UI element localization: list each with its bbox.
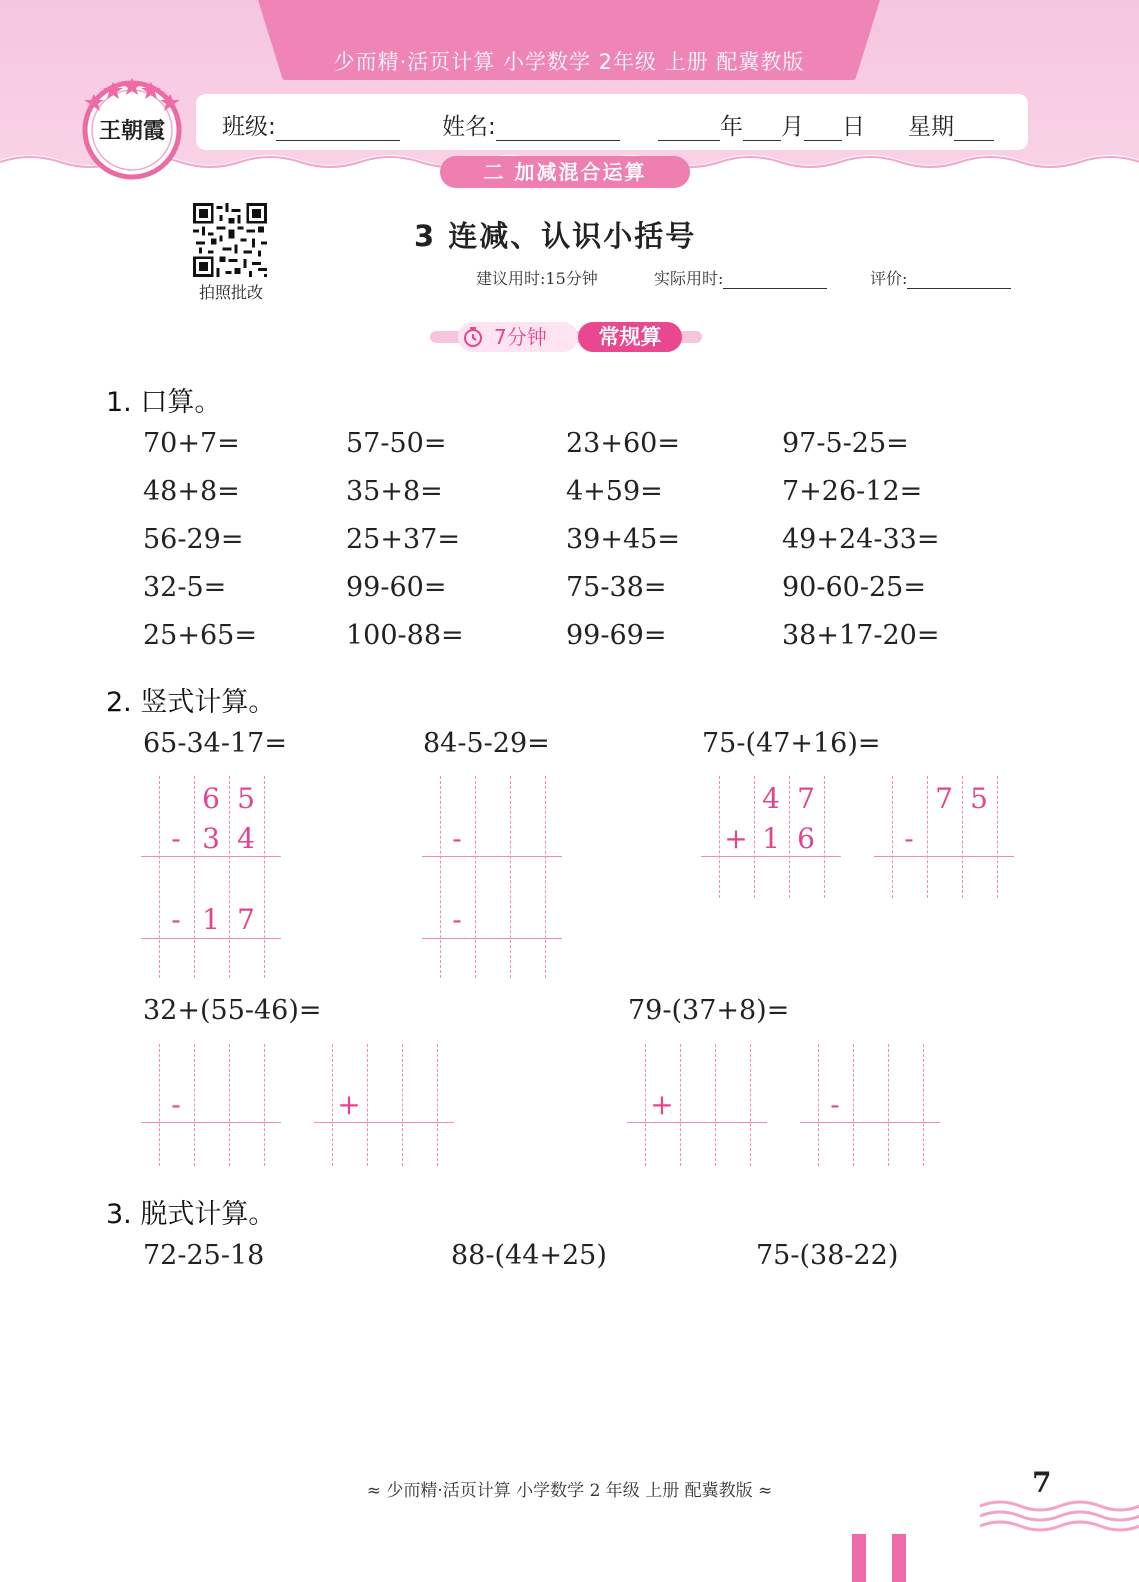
operator: - (452, 903, 462, 936)
logo-icon (80, 76, 184, 180)
name-label: 姓名: (442, 114, 496, 140)
oral-problem: 25+37= (346, 524, 460, 555)
oral-problem: 7+26-12= (782, 476, 923, 507)
lesson-title: 3 连减、认识小括号 (414, 219, 697, 253)
q3-heading: 3. 脱式计算。 (106, 1199, 276, 1230)
oral-problem: 56-29= (143, 524, 244, 555)
oral-problem: 35+8= (346, 476, 443, 507)
q2-problem-1: 65-34-17= (143, 728, 287, 759)
footer-text: ≈ 少而精·活页计算 小学数学 2 年级 上册 配冀教版 ≈ (366, 1481, 773, 1501)
oral-problem: 99-60= (346, 572, 447, 603)
operator: - (171, 1088, 181, 1121)
page-number: 7 (1032, 1466, 1052, 1499)
digit: 1 (202, 903, 220, 936)
actual-time-label: 实际用时: (654, 269, 724, 288)
timer-pill (430, 322, 702, 352)
header-title: 少而精·活页计算 小学数学 2年级 上册 配冀教版 (333, 50, 805, 74)
actual-time-field[interactable] (654, 266, 827, 289)
digit: 7 (797, 782, 815, 815)
class-label: 班级: (222, 114, 276, 140)
digit: 6 (797, 822, 815, 855)
oral-problem: 39+45= (566, 524, 680, 555)
evaluation-label: 评价: (870, 269, 908, 288)
digit: 5 (237, 782, 255, 815)
q3-problem-2: 88-(44+25) (451, 1240, 607, 1271)
operator: - (171, 903, 181, 936)
oral-problem: 32-5= (143, 572, 227, 603)
oral-problem: 48+8= (143, 476, 240, 507)
oral-problem: 23+60= (566, 428, 680, 459)
evaluation-field[interactable] (870, 266, 1011, 289)
digit: 4 (762, 782, 780, 815)
digit: 5 (970, 782, 988, 815)
class-field[interactable] (222, 108, 400, 141)
month-label: 月 (781, 114, 804, 140)
logo-text: 王朝霞 (98, 118, 166, 144)
digit: 7 (237, 903, 255, 936)
weekday-label: 星期 (908, 114, 954, 140)
operator: + (724, 822, 748, 855)
operator: + (650, 1088, 674, 1121)
digit: 3 (202, 822, 220, 855)
oral-problem: 99-69= (566, 620, 667, 651)
page-edge-tab (852, 1534, 866, 1582)
digit: 6 (202, 782, 220, 815)
q2-heading: 2. 竖式计算。 (106, 687, 276, 718)
qr-code-icon[interactable] (193, 203, 267, 277)
timer-type: 常规算 (578, 322, 682, 352)
operator: + (337, 1088, 361, 1121)
oral-problem: 100-88= (346, 620, 464, 651)
oral-problem: 90-60-25= (782, 572, 926, 603)
q2-problem-5: 79-(37+8)= (628, 995, 790, 1026)
clock-icon (462, 326, 484, 348)
timer-minutes: 7分钟 (458, 322, 578, 352)
oral-problem: 25+65= (143, 620, 257, 651)
q2-problem-3: 75-(47+16)= (702, 728, 881, 759)
digit: 1 (762, 822, 780, 855)
oral-problem: 4+59= (566, 476, 663, 507)
q2-problem-2: 84-5-29= (423, 728, 550, 759)
name-field[interactable] (442, 108, 620, 141)
q3-problem-1: 72-25-18 (143, 1240, 265, 1271)
operator: - (452, 822, 462, 855)
q1-heading: 1. 口算。 (106, 387, 222, 418)
oral-problem: 49+24-33= (782, 524, 940, 555)
suggested-time: 建议用时:15分钟 (476, 269, 598, 288)
weekday-field[interactable] (908, 108, 994, 141)
page-edge-tab (892, 1534, 906, 1582)
year-label: 年 (720, 114, 743, 140)
qr-label: 拍照批改 (198, 283, 263, 302)
oral-problem: 75-38= (566, 572, 667, 603)
q3-problem-3: 75-(38-22) (756, 1240, 899, 1271)
oral-problem: 57-50= (346, 428, 447, 459)
digit: 7 (935, 782, 953, 815)
operator: - (830, 1088, 840, 1121)
date-field[interactable] (658, 108, 865, 141)
oral-problem: 38+17-20= (782, 620, 940, 651)
operator: - (904, 822, 914, 855)
q2-problem-4: 32+(55-46)= (143, 995, 322, 1026)
section-pill: 二 加减混合运算 (440, 156, 690, 188)
oral-problem: 70+7= (143, 428, 240, 459)
operator: - (171, 822, 181, 855)
digit: 4 (237, 822, 255, 855)
oral-problem: 97-5-25= (782, 428, 909, 459)
footer-wave (980, 1498, 1139, 1538)
day-label: 日 (842, 114, 865, 140)
